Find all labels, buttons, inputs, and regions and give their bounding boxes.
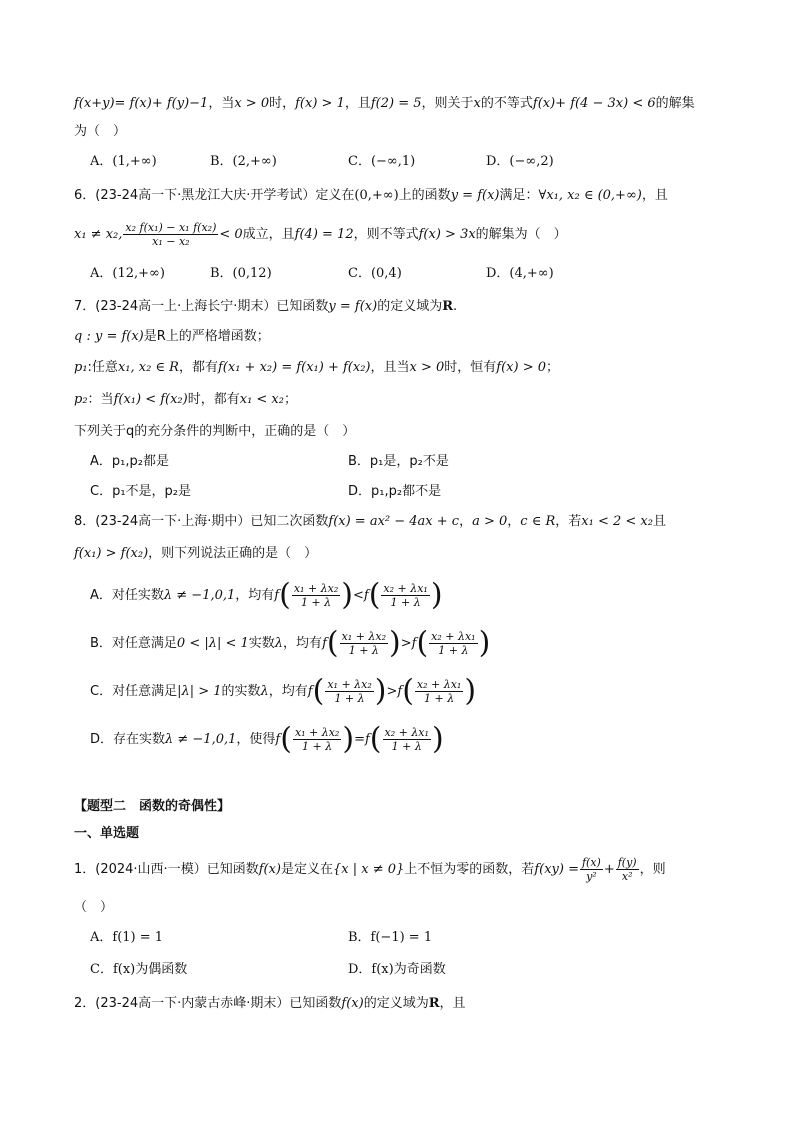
q5-text: ，则关于 xyxy=(421,96,474,111)
q6-domain: (0,+∞) xyxy=(354,188,399,203)
q8-optC-frac2 xyxy=(415,678,463,705)
q6-fraction-den: x₁ − x₂ xyxy=(152,235,190,248)
q7-p2-line xyxy=(74,390,297,410)
q8-optD-frac2 xyxy=(383,726,431,753)
q7-text: 是R上的严格增函数； xyxy=(143,329,270,344)
s2q1-option-a[interactable]: A．f(1) = 1 xyxy=(90,930,164,945)
q7-text: 时，恒有 xyxy=(444,360,497,375)
s2q1-line2: （ ） xyxy=(74,900,114,915)
frac-den: 1 + λ xyxy=(302,740,333,753)
s2q1-plus: + xyxy=(603,862,615,877)
q8-label: 8．(23-24高一下·上海·期中）已知二次函数 xyxy=(74,514,329,529)
s2q1-optD-text: 为奇函数 xyxy=(393,962,446,977)
q8-optB-rel: > xyxy=(400,636,412,651)
q7-p1-equation: f(x₁ + x₂) = f(x₁) + f(x₂) xyxy=(217,360,371,375)
q5-text: 时， xyxy=(269,96,296,111)
s2q1-label: 1．(2024·山西·一模）已知函数 xyxy=(74,862,259,877)
frac-den: 1 + λ xyxy=(391,740,422,753)
s2q2-label: 2．(23-24高一下·内蒙古赤峰·期末）已知函数 xyxy=(74,996,342,1011)
q6-text: 满足： xyxy=(499,188,539,203)
q6-line1 xyxy=(74,186,668,206)
q8-option-d[interactable]: D．存在实数λ ≠ −1,0,1，使得f( $\frac{\text{x₁ + λx₂}}{1 + \lambda}$ )=f( $\frac{\text{x₂ + λx₁}}{1 + \lambda}$ ) xyxy=(90,721,444,757)
q5-var-x: x xyxy=(473,96,481,111)
q7-text: ； xyxy=(546,360,560,375)
q7-text: :任意 xyxy=(87,360,118,375)
s2q2-text: ，且 xyxy=(439,996,466,1011)
q7-label: 7．(23-24高一上·上海长宁·期末）已知函数 xyxy=(74,299,329,314)
q7-text: ； xyxy=(283,392,297,407)
s2q1-text: ，则 xyxy=(639,862,666,877)
s2q1-lhs: f(xy) = xyxy=(534,862,579,877)
frac-den: x² xyxy=(621,870,633,883)
q5-option-b[interactable]: B．(2,+∞) xyxy=(210,154,277,169)
q8-line2 xyxy=(74,544,317,564)
q7-text: 时，都有 xyxy=(187,392,240,407)
q8-optA-cond: λ ≠ −1,0,1 xyxy=(163,588,236,603)
q7-p1-label: p₁ xyxy=(74,360,88,375)
frac-num: x₂ + λx₁ xyxy=(416,678,462,691)
q7-p2-label: p₂ xyxy=(74,392,88,407)
q8-optD-rel: = xyxy=(354,732,365,747)
q7-q-statement: q : y = f(x) xyxy=(74,329,144,344)
q8-optC-frac1 xyxy=(325,678,373,705)
frac-num: x₁ + λx₂ xyxy=(293,582,339,595)
s2q2-function: f(x) xyxy=(341,996,364,1011)
q7-text: ，都有 xyxy=(178,360,218,375)
q7-text: ：当 xyxy=(87,392,114,407)
q5-option-d[interactable]: D．(−∞,2) xyxy=(486,154,554,169)
frac-den: 1 + λ xyxy=(438,644,469,657)
q7-function: y = f(x) xyxy=(328,299,378,314)
q8-optB-cond: 0 < |λ| < 1 xyxy=(176,636,249,651)
q8-optB-text: ，均有 xyxy=(283,636,323,651)
q8-optC-text: C．对任意满足 xyxy=(90,684,178,699)
q6-text: 上的函数 xyxy=(398,188,451,203)
frac-den: 1 + λ xyxy=(300,596,332,609)
q7-text: 的定义域为 xyxy=(377,299,443,314)
q8-option-b[interactable]: B．对任意满足0 < |λ| < 1实数λ，均有f( $\frac{\text{x₁ + λx₂}}{1 + \lambda}$ )>f( $\frac{\text{x₂ + λx₁}}{1 + \lambda}$ ) xyxy=(90,625,491,661)
frac-den: 1 + λ xyxy=(424,692,455,705)
q5-line2: 为（ ） xyxy=(74,124,127,139)
q8-text: 且 xyxy=(652,514,666,529)
q5-text: ，当 xyxy=(208,96,235,111)
q6-option-b[interactable]: B．(0,12) xyxy=(210,266,272,281)
q7-line1 xyxy=(74,297,457,317)
frac-num: x₂ + λx₁ xyxy=(383,582,428,595)
s2q1-optC-text: 为偶函数 xyxy=(135,962,188,977)
s2q1-line1 xyxy=(74,852,666,888)
q6-option-c[interactable]: C．(0,4) xyxy=(348,266,402,281)
q7-real-set: R xyxy=(442,299,454,314)
s2q1-optD-fn: D．f(x) xyxy=(348,962,394,977)
q5-text: 的不等式 xyxy=(480,96,533,111)
s2q1-option-c[interactable] xyxy=(90,960,187,980)
q7-option-a[interactable]: A．p₁,p₂都是 xyxy=(90,454,169,469)
q7-p1-condition: x > 0 xyxy=(409,360,445,375)
frac-den: y² xyxy=(586,870,597,883)
q8-optA-text: A．对任实数 xyxy=(90,588,164,603)
q5-text: ，且 xyxy=(344,96,371,111)
q8-text: ， xyxy=(507,514,521,529)
q6-inequality: f(x) > 3x xyxy=(418,227,476,242)
q8-c-real: c ∈ R xyxy=(520,514,556,529)
q6-line2 xyxy=(74,218,567,252)
q6-f4-value: f(4) = 12 xyxy=(294,227,354,242)
q6-lt-zero: < 0 xyxy=(219,227,243,242)
q5-text: 的解集 xyxy=(655,96,695,111)
s2q2-text: 的定义域为 xyxy=(363,996,429,1011)
q6-text: ，且 xyxy=(641,188,668,203)
s2q2-real-set: R xyxy=(428,996,440,1011)
frac-den: 1 + λ xyxy=(348,644,379,657)
q7-p2-condition: f(x₁) < f(x₂) xyxy=(113,392,188,407)
q7-option-c[interactable]: C．p₁不是，p₂是 xyxy=(90,484,192,499)
q7-p1-positive: f(x) > 0 xyxy=(496,360,547,375)
q8-optC-text: 的实数 xyxy=(221,684,261,699)
q8-optB-text: B．对任意满足 xyxy=(90,636,177,651)
q8-optA-rel: < xyxy=(352,588,364,603)
q8-text: ，若 xyxy=(555,514,582,529)
q8-function: f(x) = ax² − 4ax + c xyxy=(328,514,460,529)
q6-fraction xyxy=(123,221,218,248)
q8-optA-frac1 xyxy=(292,582,340,609)
q6-text: 的解集为（ ） xyxy=(475,227,567,242)
q8-optD-cond: λ ≠ −1,0,1 xyxy=(165,732,237,747)
q5-option-a[interactable]: A．(1,+∞) xyxy=(90,154,157,169)
q6-fraction-num: x₂ f(x₁) − x₁ f(x₂) xyxy=(125,221,217,234)
frac-num: x₂ + λx₁ xyxy=(384,726,429,739)
q6-neq: x₁ ≠ x₂, xyxy=(74,227,123,242)
q8-optB-frac2 xyxy=(429,630,477,657)
frac-num: x₂ + λx₁ xyxy=(431,630,476,643)
s2q1-optC-fn: C．f(x) xyxy=(90,962,136,977)
q8-optC-text: ，均有 xyxy=(268,684,308,699)
q8-line1 xyxy=(74,512,666,532)
q8-optD-text: D．存在实数 xyxy=(90,732,166,747)
s2q1-option-d[interactable] xyxy=(348,960,446,980)
frac-num: x₁ + λx₂ xyxy=(294,726,340,739)
q8-optB-frac1 xyxy=(340,630,388,657)
q7-option-d[interactable]: D．p₁,p₂都不是 xyxy=(348,484,442,499)
q7-q-line xyxy=(74,327,270,347)
s2q1-fracA xyxy=(580,856,603,883)
q8-optB-text: 实数 xyxy=(248,636,275,651)
q5-inequality: f(x)+ f(4 − 3x) < 6 xyxy=(532,96,656,111)
section-title: 【题型二 函数的奇偶性】 xyxy=(74,799,231,814)
q8-text: ， xyxy=(459,514,473,529)
s2q1-domain-set: {x | x ≠ 0} xyxy=(333,862,405,877)
q8-option-a[interactable]: A．对任实数λ ≠ −1,0,1，均有f( $\frac{\text{x₁ + λx₂}}{1 + \lambda}$ )<f( $\frac{\text{x₂ + λx₁}}{1 + \lambda}$ ) xyxy=(90,577,443,613)
q8-optD-text: ，使得 xyxy=(236,732,276,747)
s2q1-fracB xyxy=(616,856,639,883)
q8-optC-cond: |λ| > 1 xyxy=(177,684,222,699)
q8-option-c[interactable]: C．对任意满足|λ| > 1的实数λ，均有f( $\frac{\text{x₁ + λx₂}}{1 + \lambda}$ )>f( $\frac{\text{x₂ + λx₁}}{1 + \lambda}$ ) xyxy=(90,673,477,709)
frac-num: x₁ + λx₂ xyxy=(341,630,387,643)
q8-x-order: x₁ < 2 < x₂ xyxy=(581,514,653,529)
q6-text: 成立，且 xyxy=(242,227,295,242)
q7-option-b[interactable]: B．p₁是，p₂不是 xyxy=(348,454,449,469)
q6-label: 6．(23-24高一下·黑龙江大庆·开学考试）定义在 xyxy=(74,188,355,203)
q8-optB-lambda: λ xyxy=(274,636,284,651)
q8-optC-rel: > xyxy=(386,684,398,699)
q5-option-c[interactable]: C．(−∞,1) xyxy=(348,154,416,169)
q6-text: ，则不等式 xyxy=(353,227,419,242)
q5-functional-equation: f(x+y)= f(x)+ f(y)−1 xyxy=(74,96,209,111)
q8-f-order: f(x₁) > f(x₂) xyxy=(74,546,149,561)
frac-den: 1 + λ xyxy=(390,596,421,609)
q8-optA-text: ，均有 xyxy=(235,588,275,603)
q8-optA-frac2 xyxy=(381,582,429,609)
q7-text: ，且当 xyxy=(370,360,410,375)
frac-num: f(x) xyxy=(581,856,601,869)
q6-function: y = f(x) xyxy=(450,188,500,203)
s2q1-text: 是定义在 xyxy=(281,862,334,877)
frac-num: f(y) xyxy=(617,856,637,869)
frac-den: 1 + λ xyxy=(334,692,365,705)
q8-a-positive: a > 0 xyxy=(472,514,508,529)
q7-p1-line xyxy=(74,358,559,378)
q7-p2-result: x₁ < x₂ xyxy=(239,392,284,407)
q7-text: . xyxy=(453,299,458,314)
s2q1-option-b[interactable]: B．f(−1) = 1 xyxy=(348,930,433,945)
q8-text: ，则下列说法正确的是（ ） xyxy=(148,546,318,561)
s2q2-line1 xyxy=(74,994,466,1014)
s2q1-text: 上不恒为零的函数，若 xyxy=(404,862,535,877)
q8-optC-lambda: λ xyxy=(260,684,269,699)
q5-f2-value: f(2) = 5 xyxy=(370,96,422,111)
s2q1-function: f(x) xyxy=(258,862,281,877)
frac-num: x₁ + λx₂ xyxy=(327,678,372,691)
q6-option-d[interactable]: D．(4,+∞) xyxy=(486,266,554,281)
q8-optD-frac1 xyxy=(293,726,341,753)
q5-line1 xyxy=(74,94,695,114)
q6-forall: ∀x₁, x₂ ∈ (0,+∞) xyxy=(538,188,642,203)
q5-fx-gt-1: f(x) > 1 xyxy=(295,96,345,111)
q6-option-a[interactable]: A．(12,+∞) xyxy=(90,266,165,281)
q5-condition: x > 0 xyxy=(234,96,270,111)
section-subhead: 一、单选题 xyxy=(74,826,140,841)
q7-question: 下列关于q的充分条件的判断中，正确的是（ ） xyxy=(74,424,356,439)
q7-p1-vars: x₁, x₂ ∈ R xyxy=(117,360,179,375)
